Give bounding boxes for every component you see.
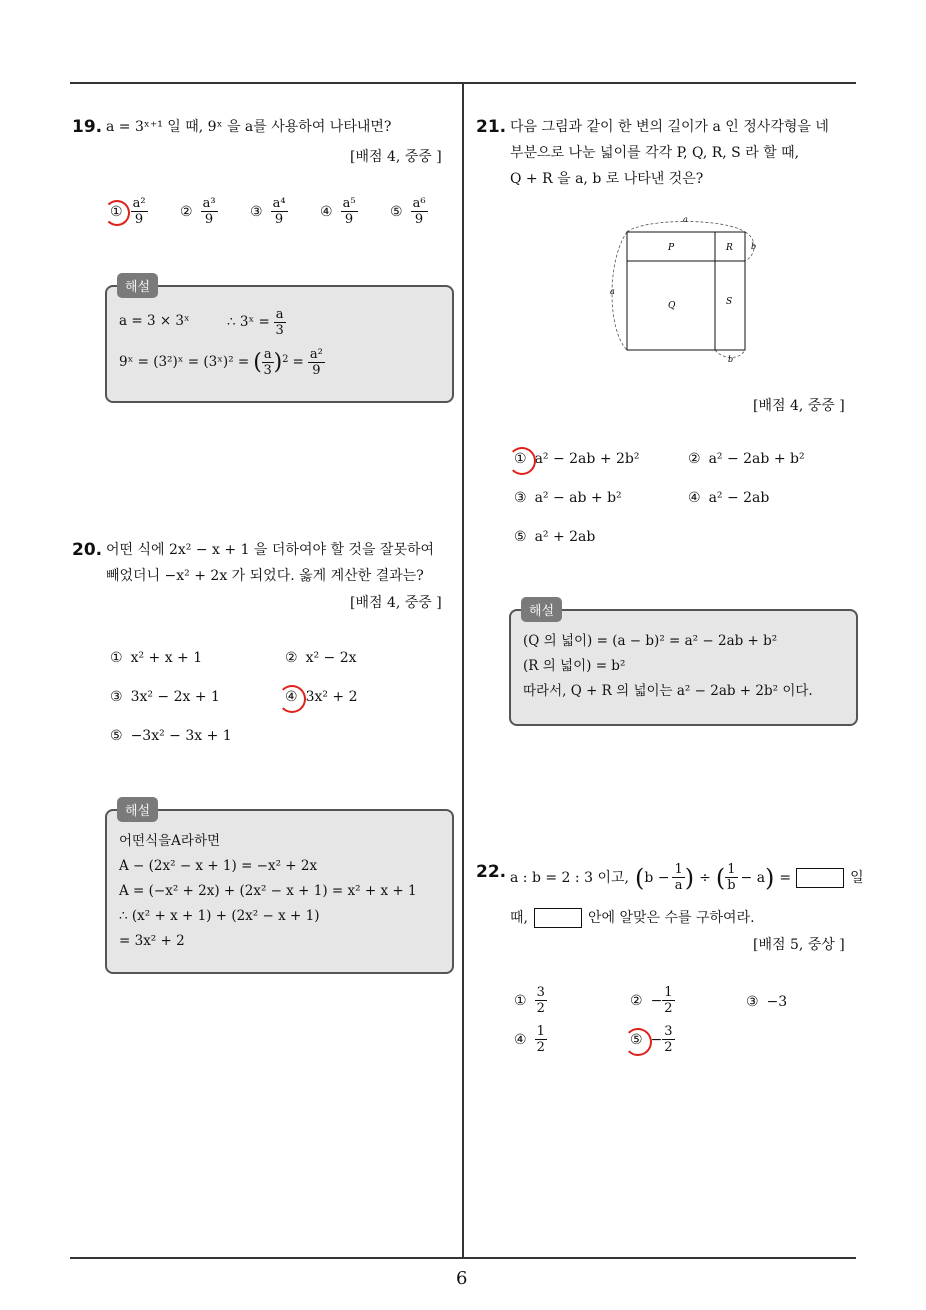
- q21-square-figure: [605, 210, 765, 375]
- region-label-S: S: [726, 297, 733, 307]
- choice-text: −3: [766, 994, 788, 1010]
- q21-number: 21.: [476, 117, 507, 137]
- label-top-a: a: [683, 215, 688, 224]
- q21-question-line-2: 부분으로 나눈 넓이를 각각 P, Q, R, S 라 할 때,: [510, 145, 800, 161]
- region-label-P: P: [668, 243, 675, 253]
- q20-question-line-1: 어떤 식에 2x² − x + 1 을 더하여야 할 것을 잘못하여: [106, 542, 435, 558]
- q21-score-meta: [배점 4, 중중 ]: [753, 398, 845, 414]
- solution-line: ∴ 3ˣ = $\frac{a}{3}$: [227, 307, 284, 338]
- solution-line: (Q 의 넓이) = (a − b)² = a² − 2ab + b²: [523, 633, 778, 649]
- choice-number: ⑤: [390, 203, 403, 220]
- choice-fraction: $\frac{3}{2}$: [664, 1024, 673, 1055]
- choice-text: a² + 2ab: [534, 529, 596, 545]
- choice-text: a² − 2ab + b²: [708, 451, 805, 467]
- solution-line: (R 의 넓이) = b²: [523, 658, 626, 674]
- q21-solution-box: [509, 609, 858, 726]
- choice-number: ③: [110, 689, 123, 705]
- solution-line: ∴ (x² + x + 1) + (2x² − x + 1): [119, 908, 320, 924]
- answer-mark-circle: [104, 200, 130, 226]
- solution-line: = 3x² + 2: [119, 933, 185, 949]
- choice-text: a² − 2ab + 2b²: [534, 451, 640, 467]
- q19-score-meta: [배점 4, 중중 ]: [350, 149, 442, 165]
- choice-number: ④: [285, 689, 298, 705]
- choice-sign: −: [650, 992, 663, 1009]
- q20-number: 20.: [72, 540, 103, 560]
- choice-text: x² − 2x: [305, 650, 357, 666]
- q20-choice-5[interactable]: [110, 728, 232, 744]
- q19-choice-4[interactable]: [320, 196, 358, 227]
- choice-fraction: $\frac{\text{a³}}{9}$: [202, 196, 216, 227]
- region-label-R: R: [726, 243, 733, 253]
- choice-number: ④: [320, 203, 333, 220]
- choice-number: ③: [746, 994, 759, 1010]
- choice-number: ①: [514, 451, 527, 467]
- choice-text: 3x² − 2x + 1: [130, 689, 220, 705]
- choice-fraction: $\frac{\text{a²}}{9}$: [132, 196, 146, 227]
- choice-number: ④: [514, 1031, 527, 1048]
- choice-number: ⑤: [630, 1031, 643, 1048]
- q22-score-meta: [배점 5, 중상 ]: [753, 937, 845, 953]
- q22-choice-1[interactable]: [514, 985, 547, 1016]
- answer-mark-circle: [278, 685, 306, 713]
- q22-question-line-2: 때, 안에 알맞은 수를 구하여라.: [510, 910, 755, 926]
- choice-text: x² + x + 1: [130, 650, 203, 666]
- region-label-Q: Q: [668, 301, 676, 311]
- choice-number: ①: [110, 650, 123, 666]
- q19-question-text: a = 3ˣ⁺¹ 일 때, 9ˣ 을 a를 사용하여 나타내면?: [106, 119, 392, 135]
- solution-line: A − (2x² − x + 1) = −x² + 2x: [119, 858, 318, 874]
- q20-choice-1[interactable]: [110, 650, 202, 666]
- choice-fraction: $\frac{\text{a⁴}}{9}$: [272, 196, 286, 227]
- solution-line: A = (−x² + 2x) + (2x² − x + 1) = x² + x + 1: [119, 883, 417, 899]
- q20-choice-2[interactable]: [285, 650, 357, 666]
- q21-solution-tag: 해설: [521, 597, 562, 622]
- q19-solution-box: [105, 285, 454, 403]
- choice-sign: −: [650, 1031, 663, 1048]
- q21-question-line-3: Q + R 을 a, b 로 나타낸 것은?: [510, 171, 704, 187]
- solution-line: a = 3 × 3ˣ: [119, 313, 190, 329]
- choice-text: −3x² − 3x + 1: [130, 728, 232, 744]
- label-right-b: b: [751, 242, 757, 251]
- choice-fraction: $\frac{3}{2}$: [536, 985, 545, 1016]
- choice-text: a² − ab + b²: [534, 490, 622, 506]
- choice-number: ①: [110, 203, 123, 220]
- q19-number: 19.: [72, 117, 103, 137]
- q19-choice-5[interactable]: [390, 196, 428, 227]
- label-left-a: a: [610, 287, 615, 296]
- solution-line: 어떤식을A라하면: [119, 833, 221, 849]
- choice-number: ④: [688, 490, 701, 506]
- answer-mark-circle: [508, 447, 536, 475]
- q22-choice-4[interactable]: [514, 1024, 547, 1055]
- q22-choice-3[interactable]: [746, 994, 787, 1010]
- choice-fraction: $\frac{1}{2}$: [536, 1024, 545, 1055]
- solution-line: 따라서, Q + R 의 넓이는 a² − 2ab + 2b² 이다.: [523, 683, 813, 699]
- choice-text: 3x² + 2: [305, 689, 358, 705]
- q20-score-meta: [배점 4, 중중 ]: [350, 595, 442, 611]
- choice-number: ②: [688, 451, 701, 467]
- choice-text: a² − 2ab: [708, 490, 770, 506]
- q21-choice-3[interactable]: [514, 490, 622, 506]
- choice-fraction: $\frac{\text{a⁵}}{9}$: [342, 196, 356, 227]
- choice-number: ⑤: [514, 529, 527, 545]
- q21-choice-2[interactable]: [688, 451, 805, 467]
- column-divider: [462, 84, 464, 1258]
- q21-choice-4[interactable]: [688, 490, 769, 506]
- choice-number: ⑤: [110, 728, 123, 744]
- q21-question-line-1: 다음 그림과 같이 한 변의 길이가 a 인 정사각형을 네: [510, 119, 829, 135]
- q20-choice-3[interactable]: [110, 689, 220, 705]
- choice-number: ①: [514, 992, 527, 1009]
- solution-line: 9ˣ = (3²)ˣ = (3ˣ)² = ( $\frac{a}{3}$ ) $^2$ = $\frac{\text{a²}}{9}$: [119, 347, 323, 378]
- q21-choice-5[interactable]: [514, 529, 595, 545]
- q20-question-line-2: 빼었더니 −x² + 2x 가 되었다. 옳게 계산한 결과는?: [106, 568, 424, 584]
- answer-blank-box[interactable]: [796, 868, 844, 888]
- q19-choice-2[interactable]: [180, 196, 218, 227]
- bottom-rule: [70, 1257, 856, 1259]
- choice-number: ②: [180, 203, 193, 220]
- page-number: 6: [456, 1268, 468, 1289]
- q20-solution-box: [105, 809, 454, 974]
- q22-question-line-1: a : b = 2 : 3 이고, ( b − $\frac{1}{a}$ ) ÷ ( $\frac{1}{b}$ − a ) = 일: [510, 862, 864, 893]
- choice-number: ③: [250, 203, 263, 220]
- q19-choice-3[interactable]: [250, 196, 288, 227]
- choice-fraction: $\frac{\text{a⁶}}{9}$: [412, 196, 426, 227]
- q22-choice-2[interactable]: [630, 985, 675, 1016]
- q20-solution-tag: 해설: [117, 797, 158, 822]
- choice-number: ②: [630, 992, 643, 1009]
- label-bottom-b: b: [728, 355, 734, 364]
- q19-solution-tag: 해설: [117, 273, 158, 298]
- choice-fraction: $\frac{1}{2}$: [664, 985, 673, 1016]
- q22-number: 22.: [476, 862, 507, 882]
- choice-number: ③: [514, 490, 527, 506]
- choice-number: ②: [285, 650, 298, 666]
- answer-blank-box[interactable]: [534, 908, 582, 928]
- answer-mark-circle: [624, 1028, 652, 1056]
